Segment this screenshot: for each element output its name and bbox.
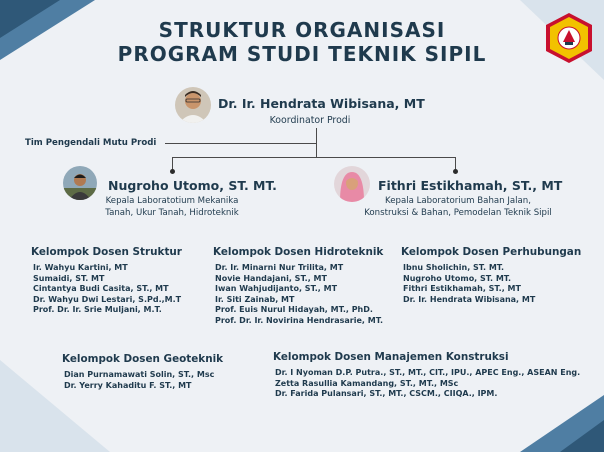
group-struktur [31,246,182,316]
list-item: Dr. I Nyoman D.P. Putra., ST., MT., CIT., IPU., APEC Eng., ASEAN Eng. [275,368,581,377]
list-item: Zetta Rasullia Kamandang, ST., MT., MSc [275,378,459,388]
group-perhubungan-list [401,263,581,305]
page-title [0,18,604,66]
list-item: Dian Purnamawati Solin, ST., Msc [64,370,215,379]
right-lab-name: Fithri Estikhamah, ST., MT [378,178,563,193]
coordinator-role: Koordinator Prodi [269,115,351,126]
list-item: Novie Handajani, ST., MT [215,273,327,283]
list-item: Nugroho Utomo, ST. MT. [403,273,512,283]
list-item: Dr. Wahyu Dwi Lestari, S.Pd.,M.T [33,294,182,304]
list-item: Ir. Wahyu Kartini, MT [33,263,128,272]
list-item: Dr. Farida Pulansari, ST., MT., CSCM., CIIQA., IPM. [275,389,498,399]
list-item: Dr. Yerry Kahaditu F. ST., MT [64,380,192,390]
person-icon [175,87,211,123]
group-hidroteknik-title: Kelompok Dosen Hidroteknik [213,246,384,258]
connector-right-dot [453,169,458,174]
left-lab-role-2: Tanah, Ukur Tanah, Hidroteknik [105,208,239,218]
group-perhubungan [401,246,581,305]
title-line-1: STRUKTUR ORGANISASI [158,18,446,42]
list-item: Dr. Ir. Hendrata Wibisana, MT [403,294,536,304]
group-struktur-list [31,263,182,316]
list-item: Dr. Ir. Minarni Nur Trilita, MT [215,263,344,272]
list-item: Ir. Siti Zainab, MT [215,294,295,304]
connector-left-dot [170,169,175,174]
left-lab-name: Nugroho Utomo, ST. MT. [108,178,277,193]
person-icon [63,166,97,200]
title-line-2: PROGRAM STUDI TEKNIK SIPIL [117,42,487,66]
list-item: Ibnu Sholichin, ST. MT. [403,263,505,272]
group-struktur-title: Kelompok Dosen Struktur [31,246,182,258]
connector-horizontal [172,157,456,158]
group-manajemen-list [273,368,580,400]
group-manajemen-title: Kelompok Dosen Manajemen Konstruksi [273,351,509,363]
group-hidroteknik-list [213,263,383,327]
university-logo [543,12,595,64]
list-item: Fithri Estikhamah, ST., MT [403,284,521,294]
right-lab-role-1: Kepala Laboratorium Bahan Jalan, [385,196,531,206]
coordinator-name: Dr. Ir. Hendrata Wibisana, MT [218,96,425,111]
group-hidroteknik [213,246,383,327]
group-geoteknik-title: Kelompok Dosen Geoteknik [62,353,224,365]
group-geoteknik-list [62,370,223,391]
coordinator-avatar [175,87,211,123]
group-manajemen [273,351,580,400]
list-item: Prof. Euis Nurul Hidayah, MT., PhD. [215,305,373,315]
left-lab-role-1: Kepala Laboratotium Mekanika [105,196,239,206]
list-item: Prof. Dr. Ir. Novirina Hendrasarie, MT. [215,315,383,325]
left-lab-avatar [63,166,97,200]
list-item: Prof. Dr. Ir. Srie Muljani, M.T. [33,305,162,315]
tim-pengendali-label: Tim Pengendali Mutu Prodi [25,138,157,148]
list-item: Cintantya Budi Casita, ST., MT [33,284,169,294]
group-perhubungan-title: Kelompok Dosen Perhubungan [401,246,582,258]
group-geoteknik [62,353,223,391]
right-lab-role-2: Konstruksi & Bahan, Pemodelan Teknik Sipil [364,208,552,218]
list-item: Sumaidi, ST. MT [33,273,105,283]
list-item: Iwan Wahjudijanto, ST., MT [215,284,338,294]
connector-vertical-main [316,128,317,157]
connector-tim-line [165,143,316,144]
